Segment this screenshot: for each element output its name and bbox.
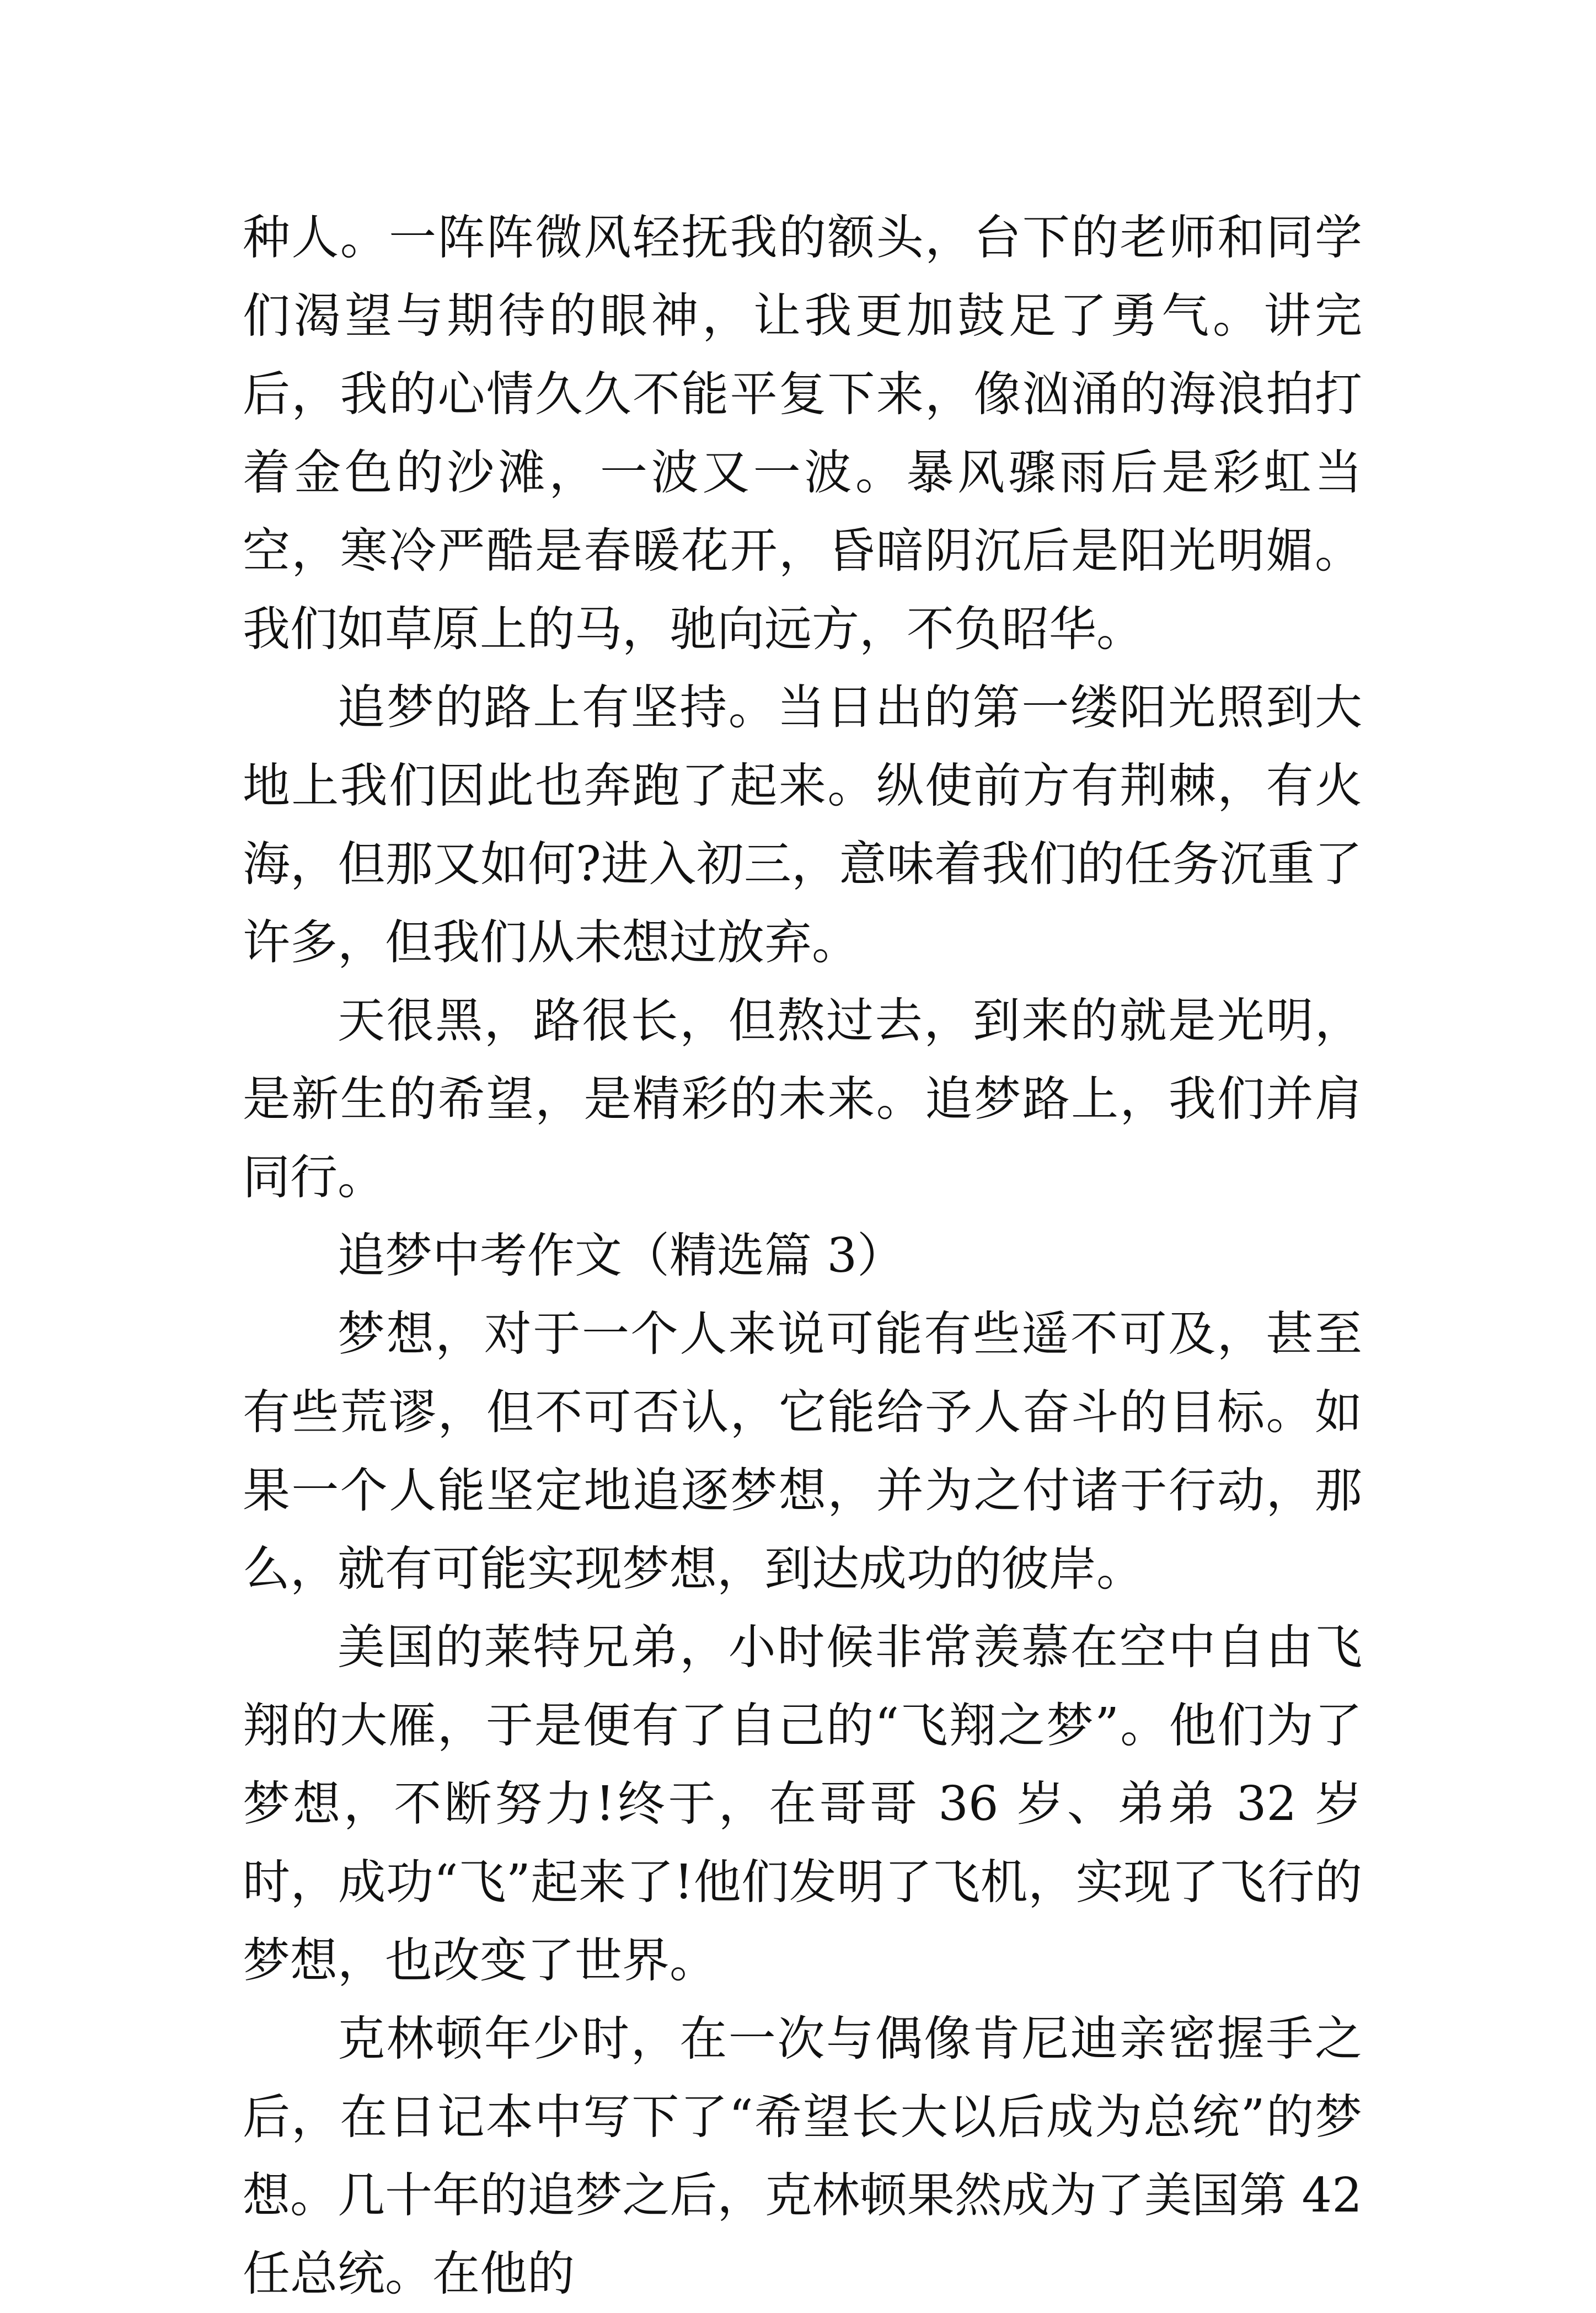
paragraph-hope: 天很黑，路很长，但熬过去，到来的就是光明，是新生的希望，是精彩的未来。追梦路上，我们并肩同行。 [243,993,1362,1205]
paragraph-continuation: 种人。一阵阵微风轻抚我的额头，台下的老师和同学们渴望与期待的眼神，让我更加鼓足了勇气。讲完后，我的心情久久不能平复下来，像汹涌的海浪拍打着金色的沙滩，一波又一波。暴风骤雨后是彩虹当空，寒冷严酷是春暖花开，昏暗阴沉后是阳光明媚。我们如草原上的马，驰向远方，不负昭华。 [243,210,1362,657]
paragraph-persistence: 追梦的路上有坚持。当日出的第一缕阳光照到大地上我们因此也奔跑了起来。纵使前方有荆棘，有火海，但那又如何?进入初三，意味着我们的任务沉重了许多，但我们从未想过放弃。 [243,680,1362,970]
paragraph-clinton: 克林顿年少时，在一次与偶像肯尼迪亲密握手之后，在日记本中写下了“希望长大以后成为总统”的梦想。几十年的追梦之后，克林顿果然成为了美国第 42 任总统。在他的 [243,2011,1362,2301]
section-title: 追梦中考作文（精选篇 3） [338,1228,905,1283]
paragraph-dream-intro: 梦想，对于一个人来说可能有些遥不可及，甚至有些荒谬，但不可否认，它能给予人奋斗的目标。如果一个人能坚定地追逐梦想，并为之付诸于行动，那么，就有可能实现梦想，到达成功的彼岸。 [243,1307,1362,1597]
paragraph-wright-brothers: 美国的莱特兄弟，小时候非常羡慕在空中自由飞翔的大雁，于是便有了自己的“飞翔之梦”。他们为了梦想，不断努力!终于，在哥哥 36 岁、弟弟 32 岁时，成功“飞”起来了!他们发明了飞机，实现了飞行的梦想，也改变了世界。 [243,1620,1362,1988]
document-page [243,199,1362,2313]
